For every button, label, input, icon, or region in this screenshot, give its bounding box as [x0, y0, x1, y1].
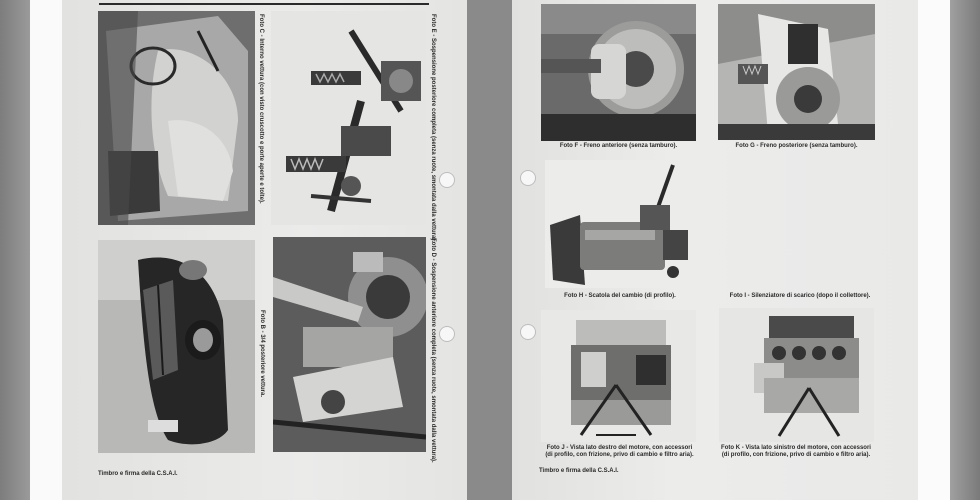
book-gutter — [467, 0, 512, 500]
photo-k-engine-left — [719, 308, 874, 442]
punch-hole-upper — [439, 172, 455, 188]
caption-foto-k-line1: Foto K - Vista lato sinistro del motore, con accessori — [721, 445, 871, 451]
photo-d-front-suspension — [273, 237, 426, 452]
punch-hole-lower — [439, 326, 455, 342]
caption-foto-j-line1: Foto J - Vista lato destro del motore, con accessori — [546, 445, 693, 451]
caption-foto-d: Foto D - Sospensione anteriore completa (senza ruote, smontata dalla vettura). — [430, 238, 436, 463]
caption-foto-b: Foto B - 3/4 posteriore vettura. — [259, 310, 265, 398]
scanner-edge-right — [950, 0, 980, 500]
caption-foto-f: Foto F - Freno anteriore (senza tamburo). — [559, 143, 678, 149]
photo-f-front-brake — [541, 4, 696, 141]
stamp-label-right: Timbro e firma della C.S.A.I. — [539, 468, 619, 474]
left-page — [62, 0, 467, 500]
top-rule — [99, 3, 429, 5]
caption-foto-h: Foto H - Scatola del cambio (di profilo). — [564, 293, 676, 299]
photo-g-rear-brake — [718, 4, 875, 140]
photo-e-rear-suspension — [271, 11, 426, 225]
photo-b-car-rear — [98, 240, 255, 453]
photo-h-gearbox — [545, 160, 695, 288]
caption-foto-k-line2: (di profilo, con frizione, privo di cambio e filtro aria). — [721, 452, 871, 458]
left-margin — [30, 0, 62, 500]
caption-foto-c: Foto C - Interno vettura (con visto cruscotto e porte aperte e tolte). — [258, 14, 264, 204]
caption-foto-g: Foto G - Freno posteriore (senza tamburo). — [735, 143, 858, 149]
right-margin — [918, 0, 950, 500]
caption-foto-i: Foto I - Silenziatore di scarico (dopo il collettore). — [729, 293, 871, 299]
photo-c-interior — [98, 11, 255, 225]
right-page — [512, 0, 918, 500]
scanner-edge-left — [0, 0, 30, 500]
stamp-label: Timbro e firma della C.S.A.I. — [98, 471, 178, 477]
caption-foto-j-line2: (di profilo, con frizione, privo di cambio e filtro aria). — [545, 452, 694, 458]
punch-hole-upper-right — [520, 170, 536, 186]
punch-hole-lower-right — [520, 324, 536, 340]
caption-foto-e: Foto E - Sospensione posteriore completa (senza ruote, smontata dalla vettura). — [430, 14, 436, 243]
photo-j-engine-right — [541, 310, 696, 442]
